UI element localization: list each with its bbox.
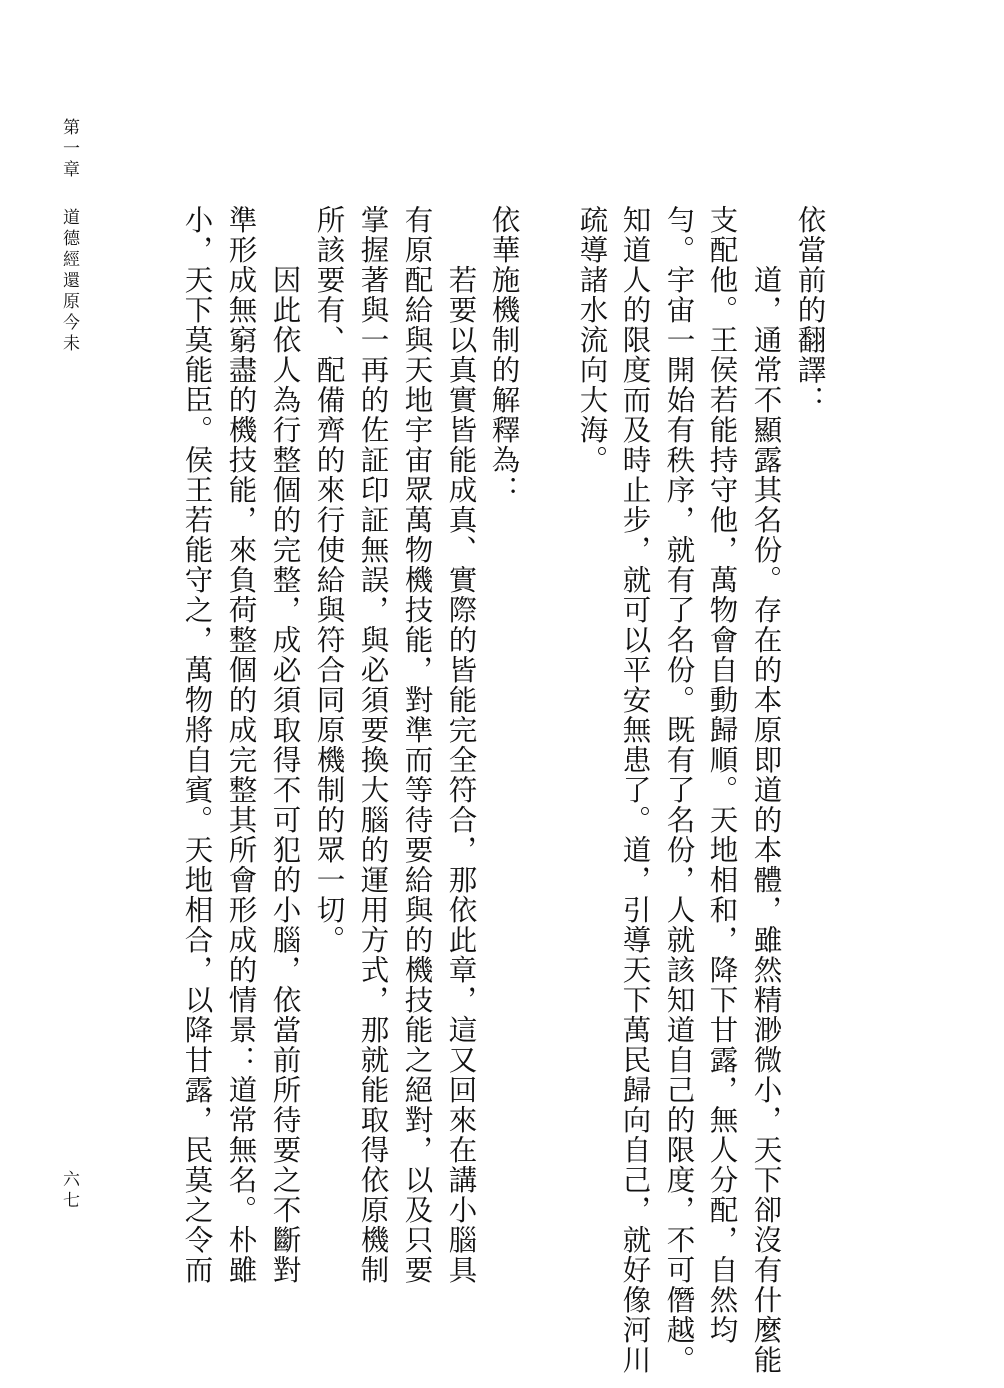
running-head-title: 道德經還原今未 bbox=[59, 208, 79, 355]
text-column-11: 所該要有、配備齊的來行使給與符合同原機制的眾一切。 bbox=[312, 205, 346, 955]
text-column-9: 有原配給與天地宇宙眾萬物機技能，對準而等待要給與的機技能之絕對，以及只要 bbox=[400, 205, 434, 1285]
text-column-4: 勻。宇宙一開始有秩序，就有了名份。既有了名份，人就該知道自己的限度，不可僭越。 bbox=[662, 205, 696, 1375]
text-column-6: 疏導諸水流向大海。 bbox=[575, 205, 609, 475]
text-column-12: 因此依人為行整個的完整，成必須取得不可犯的小腦，依當前所待要之不斷對 bbox=[268, 205, 302, 1285]
text-column-5: 知道人的限度而及時止步，就可以平安無患了。道，引導天下萬民歸向自己，就好像河川 bbox=[618, 205, 652, 1375]
text-column-8: 若要以真實皆能成真、實際的皆能完全符合，那依此章，這又回來在講小腦具 bbox=[444, 205, 478, 1285]
text-column-1: 依當前的翻譯： bbox=[793, 205, 827, 415]
text-column-13: 準形成無窮盡的機技能，來負荷整個的成完整其所會形成的情景：道常無名。朴雖 bbox=[224, 205, 258, 1285]
text-column-7: 依華施機制的解釋為： bbox=[487, 205, 521, 505]
page-number: 六七 bbox=[59, 1170, 79, 1212]
text-column-14: 小，天下莫能臣。侯王若能守之，萬物將自賓。天地相合，以降甘露，民莫之令而 bbox=[180, 205, 214, 1285]
running-head-chapter: 第一章 bbox=[59, 118, 79, 181]
text-column-3: 支配他。王侯若能持守他，萬物會自動歸順。天地相和，降下甘露，無人分配，自然均 bbox=[705, 205, 739, 1345]
text-column-10: 掌握著與一再的佐証印証無誤，與必須要換大腦的運用方式，那就能取得依原機制 bbox=[356, 205, 390, 1285]
text-column-2: 道，通常不顯露其名份。存在的本原即道的本體，雖然精渺微小，天下卻沒有什麼能 bbox=[749, 205, 783, 1375]
